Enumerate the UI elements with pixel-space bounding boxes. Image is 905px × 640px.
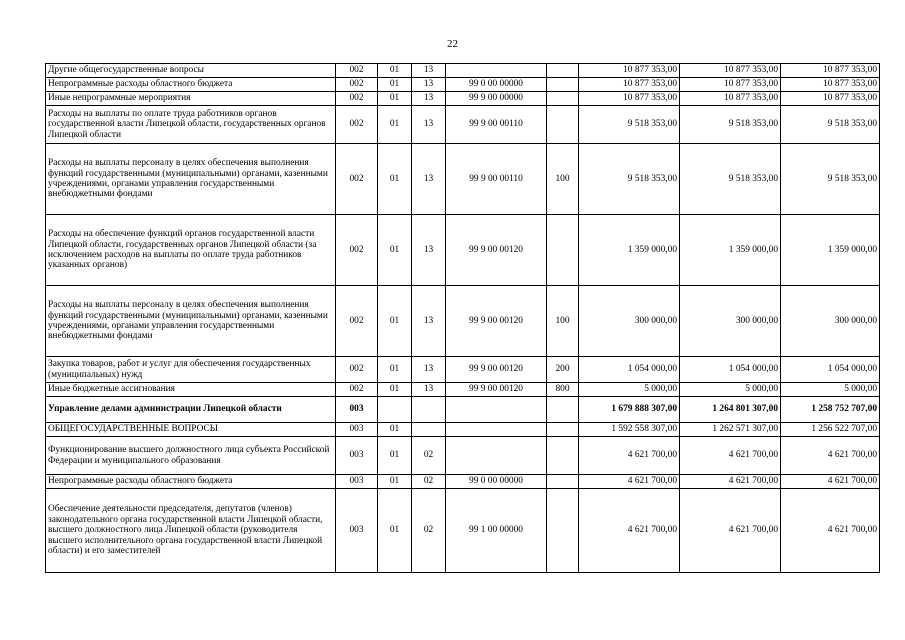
amount-year-3: 1 258 752 707,00 [781,397,880,423]
amount-year-3: 1 054 000,00 [781,357,880,383]
subsection-code: 13 [412,144,446,215]
amount-year-2: 300 000,00 [680,286,781,357]
expense-type-code [547,106,579,144]
amount-year-3: 1 359 000,00 [781,215,880,286]
expense-type-code: 100 [547,144,579,215]
table-row [46,106,880,144]
amount-year-3: 5 000,00 [781,383,880,397]
amount-year-1: 1 054 000,00 [579,357,680,383]
table-row [46,437,880,475]
amount-year-2: 10 877 353,00 [680,92,781,106]
section-code: 01 [378,92,412,106]
target-article-code: 99 9 00 00110 [446,106,547,144]
table-row [46,92,880,106]
section-code [378,397,412,423]
row-name: Непрограммные расходы областного бюджета [46,475,336,489]
row-name: Расходы на выплаты персоналу в целях обеспечения выполнения функций государственными (муниципальными) органами, казенными учреждениями, органами управления государственными внебюджетными фондами [46,144,336,215]
amount-year-2: 4 621 700,00 [680,475,781,489]
grbs-code: 002 [336,215,378,286]
table-row [46,423,880,437]
expense-type-code [547,92,579,106]
row-name: Управление делами администрации Липецкой области [46,397,336,423]
grbs-code: 003 [336,437,378,475]
row-name: Иные непрограммные мероприятия [46,92,336,106]
row-name: Расходы на выплаты персоналу в целях обеспечения выполнения функций государственными (муниципальными) органами, казенными учреждениями, органами управления государственными внебюджетными фондами [46,286,336,357]
amount-year-2: 9 518 353,00 [680,144,781,215]
grbs-code: 002 [336,383,378,397]
amount-year-1: 4 621 700,00 [579,475,680,489]
amount-year-3: 9 518 353,00 [781,144,880,215]
table-row [46,286,880,357]
amount-year-1: 10 877 353,00 [579,78,680,92]
expense-type-code [547,423,579,437]
subsection-code [412,423,446,437]
amount-year-1: 5 000,00 [579,383,680,397]
row-name: Другие общегосударственные вопросы [46,64,336,78]
subsection-code: 02 [412,489,446,573]
section-code: 01 [378,215,412,286]
amount-year-1: 1 592 558 307,00 [579,423,680,437]
row-name: Расходы на обеспечение функций органов государственной власти Липецкой области, государственных органов Липецкой области (за исключением расходов на выплаты по оплате труда работников указанных органов) [46,215,336,286]
target-article-code [446,64,547,78]
grbs-code: 002 [336,106,378,144]
amount-year-2: 5 000,00 [680,383,781,397]
target-article-code: 99 1 00 00000 [446,489,547,573]
amount-year-2: 10 877 353,00 [680,78,781,92]
grbs-code: 002 [336,64,378,78]
amount-year-1: 4 621 700,00 [579,489,680,573]
target-article-code: 99 9 00 00120 [446,357,547,383]
row-name: Закупка товаров, работ и услуг для обеспечения государственных (муниципальных) нужд [46,357,336,383]
amount-year-1: 300 000,00 [579,286,680,357]
subsection-code: 13 [412,106,446,144]
grbs-code: 002 [336,357,378,383]
target-article-code: 99 9 00 00110 [446,144,547,215]
expense-type-code [547,215,579,286]
budget-table-body [46,64,880,573]
grbs-code: 003 [336,489,378,573]
grbs-code: 003 [336,397,378,423]
amount-year-1: 10 877 353,00 [579,92,680,106]
expense-type-code: 800 [547,383,579,397]
amount-year-2: 9 518 353,00 [680,106,781,144]
amount-year-1: 10 877 353,00 [579,64,680,78]
section-code: 01 [378,78,412,92]
amount-year-2: 1 054 000,00 [680,357,781,383]
amount-year-2: 4 621 700,00 [680,437,781,475]
section-code: 01 [378,144,412,215]
amount-year-3: 1 256 522 707,00 [781,423,880,437]
row-name: Непрограммные расходы областного бюджета [46,78,336,92]
amount-year-3: 10 877 353,00 [781,78,880,92]
amount-year-3: 4 621 700,00 [781,437,880,475]
grbs-code: 002 [336,78,378,92]
amount-year-1: 1 359 000,00 [579,215,680,286]
table-row [46,64,880,78]
amount-year-2: 4 621 700,00 [680,489,781,573]
row-name: ОБЩЕГОСУДАРСТВЕННЫЕ ВОПРОСЫ [46,423,336,437]
target-article-code [446,397,547,423]
amount-year-3: 4 621 700,00 [781,489,880,573]
budget-table [45,63,880,573]
subsection-code: 13 [412,64,446,78]
amount-year-1: 1 679 888 307,00 [579,397,680,423]
section-code: 01 [378,286,412,357]
amount-year-3: 10 877 353,00 [781,64,880,78]
expense-type-code: 100 [547,286,579,357]
amount-year-2: 1 359 000,00 [680,215,781,286]
grbs-code: 002 [336,286,378,357]
amount-year-2: 1 264 801 307,00 [680,397,781,423]
amount-year-1: 9 518 353,00 [579,144,680,215]
target-article-code [446,437,547,475]
row-name: Иные бюджетные ассигнования [46,383,336,397]
expense-type-code: 200 [547,357,579,383]
amount-year-3: 10 877 353,00 [781,92,880,106]
expense-type-code [547,437,579,475]
amount-year-3: 9 518 353,00 [781,106,880,144]
amount-year-3: 300 000,00 [781,286,880,357]
table-row [46,144,880,215]
table-row [46,78,880,92]
expense-type-code [547,475,579,489]
table-row [46,397,880,423]
subsection-code: 13 [412,215,446,286]
table-row [46,475,880,489]
grbs-code: 002 [336,144,378,215]
amount-year-1: 9 518 353,00 [579,106,680,144]
target-article-code: 99 0 00 00000 [446,78,547,92]
table-row [46,383,880,397]
table-row [46,357,880,383]
expense-type-code [547,397,579,423]
subsection-code: 02 [412,437,446,475]
amount-year-2: 10 877 353,00 [680,64,781,78]
expense-type-code [547,489,579,573]
expense-type-code [547,78,579,92]
page-number: 22 [447,38,458,50]
target-article-code: 99 9 00 00120 [446,383,547,397]
subsection-code: 13 [412,78,446,92]
section-code: 01 [378,64,412,78]
section-code: 01 [378,106,412,144]
expense-type-code [547,64,579,78]
target-article-code: 99 0 00 00000 [446,475,547,489]
subsection-code: 02 [412,475,446,489]
row-name: Обеспечение деятельности председателя, депутатов (членов) законодательного органа государственной власти Липецкой области, высшего должностного лица Липецкой области (руководителя высшего исполнительного органа государственной власти Липецкой области) и его заместителей [46,489,336,573]
grbs-code: 003 [336,475,378,489]
section-code: 01 [378,489,412,573]
section-code: 01 [378,383,412,397]
amount-year-3: 4 621 700,00 [781,475,880,489]
subsection-code: 13 [412,286,446,357]
section-code: 01 [378,357,412,383]
grbs-code: 003 [336,423,378,437]
amount-year-2: 1 262 571 307,00 [680,423,781,437]
amount-year-1: 4 621 700,00 [579,437,680,475]
target-article-code: 99 9 00 00120 [446,286,547,357]
subsection-code: 13 [412,357,446,383]
subsection-code: 13 [412,383,446,397]
target-article-code [446,423,547,437]
section-code: 01 [378,475,412,489]
subsection-code [412,397,446,423]
subsection-code: 13 [412,92,446,106]
grbs-code: 002 [336,92,378,106]
target-article-code: 99 9 00 00000 [446,92,547,106]
table-row [46,215,880,286]
table-row [46,489,880,573]
section-code: 01 [378,423,412,437]
row-name: Функционирование высшего должностного лица субъекта Российской Федерации и муниципального образования [46,437,336,475]
section-code: 01 [378,437,412,475]
target-article-code: 99 9 00 00120 [446,215,547,286]
row-name: Расходы на выплаты по оплате труда работников органов государственной власти Липецкой области, государственных органов Липецкой области [46,106,336,144]
